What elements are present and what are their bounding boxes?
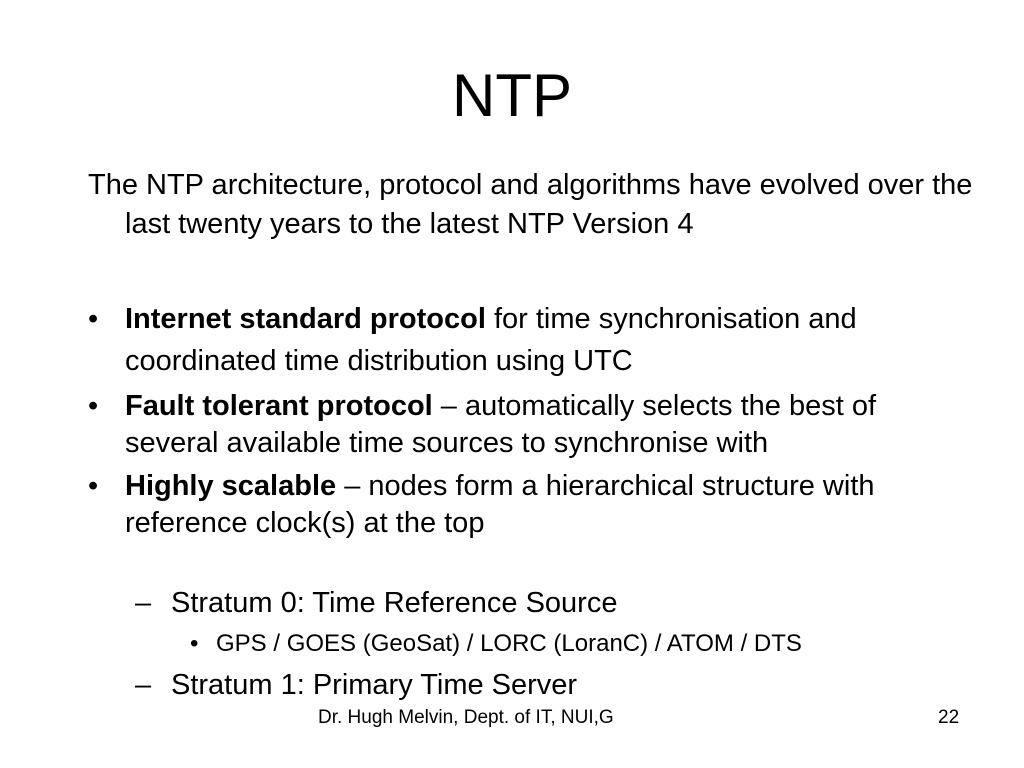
- bullet-text: for time synchronisation and coordinated time distribution using UTC: [125, 303, 857, 377]
- bullet-bold-text: Internet standard protocol: [125, 303, 486, 335]
- bullet-mark: •: [88, 470, 99, 502]
- intro-paragraph: The NTP architecture, protocol and algorithms have evolved over the last twenty years to the latest NTP Version 4: [88, 169, 973, 240]
- sub-item-dash: –: [135, 587, 152, 619]
- bullet-text: automatically selects the best of several available time sources to synchronise with: [125, 390, 877, 459]
- bullet-dash: –: [432, 390, 465, 422]
- bullet-text: nodes form a hierarchical structure with reference clock(s) at the top: [125, 470, 875, 539]
- bullet-item-internet-standard: [88, 298, 948, 382]
- subsub-bullet-mark: •: [190, 630, 199, 657]
- footer-page-number: 22: [938, 707, 960, 728]
- bullet-bold-text: Highly scalable: [125, 470, 337, 502]
- bullet-mark: •: [88, 390, 99, 422]
- footer-author: Dr. Hugh Melvin, Dept. of IT, NUI,G: [318, 707, 614, 728]
- bullet-bold-text: Fault tolerant protocol: [125, 390, 433, 422]
- sub-item-dash: –: [135, 669, 152, 701]
- bullet-dash: –: [336, 470, 369, 502]
- sub-item-text: Stratum 1: Primary Time Server: [171, 669, 578, 701]
- bullet-list: [88, 298, 948, 548]
- bullet-item-fault-tolerant: [88, 388, 948, 462]
- bullet-item-highly-scalable: [88, 468, 948, 542]
- sub-item-text: Stratum 0: Time Reference Source: [171, 587, 618, 619]
- slide-title: NTP: [452, 62, 572, 129]
- subsub-item-text: GPS / GOES (GeoSat) / LORC (LoranC) / ATOM / DTS: [216, 630, 802, 657]
- bullet-mark: •: [88, 303, 99, 335]
